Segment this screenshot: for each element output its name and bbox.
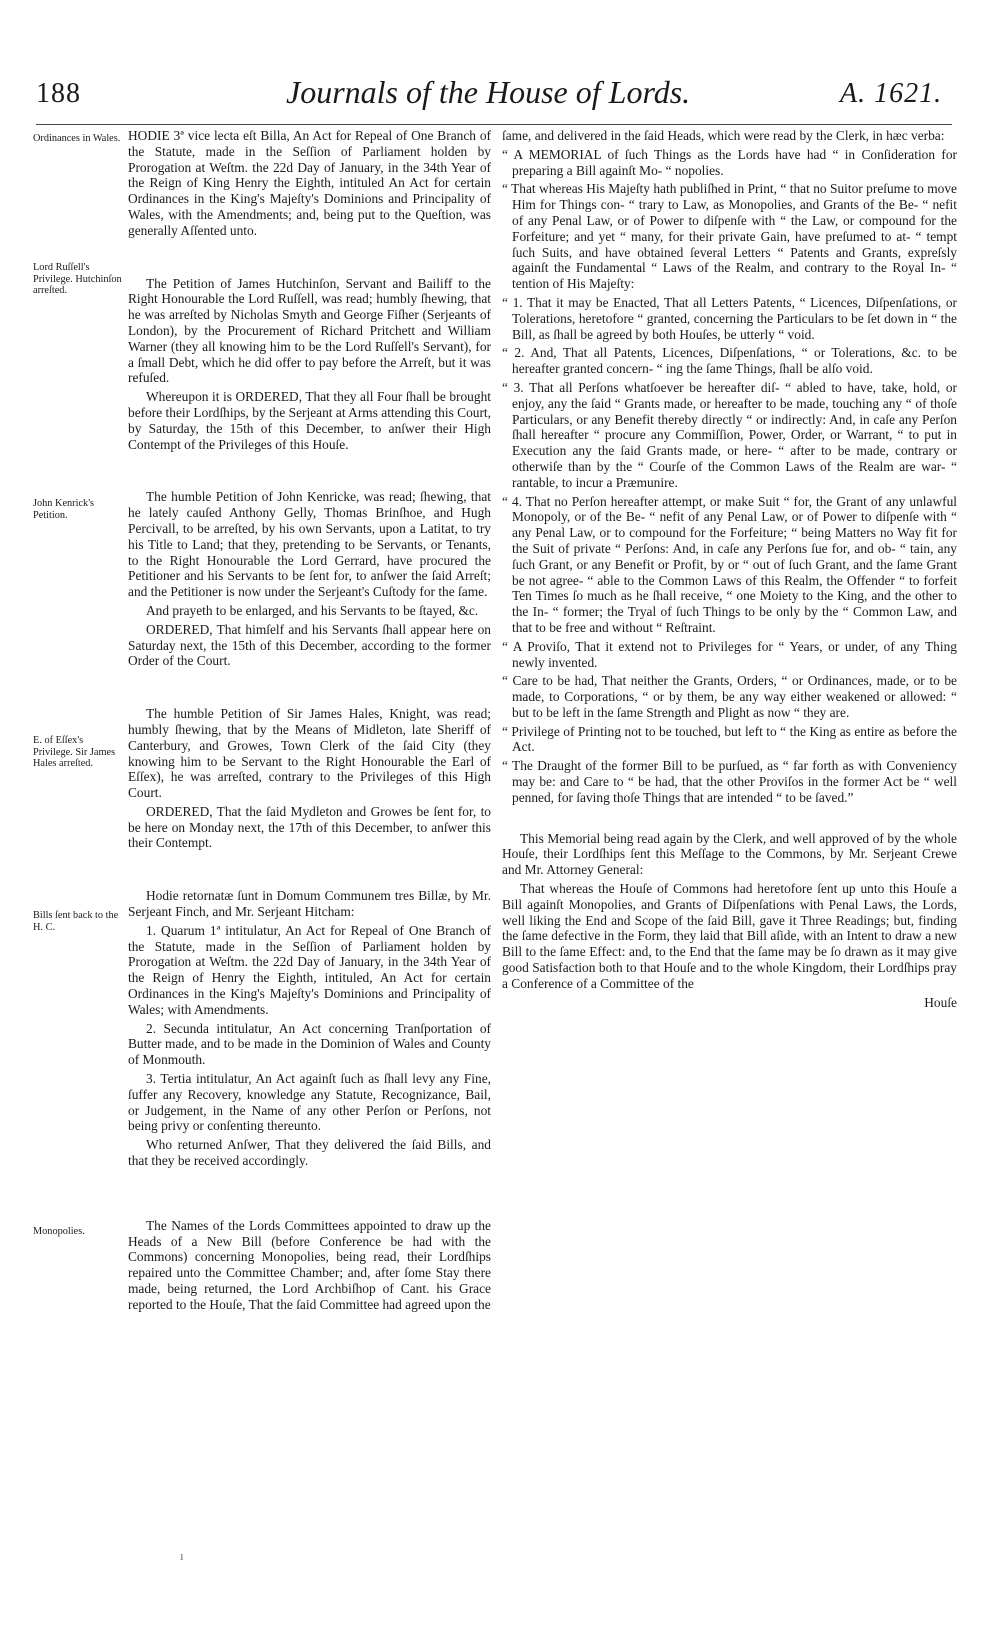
paragraph: 1. Quarum 1ª intitulatur, An Act for Repeal of One Branch of the Statute, made in the Seſſion of Parliament holden by Prorogation at Weſtm. the 22d Day of January, in the 34th Year of the Reign of Henry the Eighth, intituled, An Act for certain Ordinances in the King's Majeſty's Dominions and Principality of Wales; with Amendments.: [128, 922, 491, 1017]
paragraph: ſame, and delivered in the ſaid Heads, which were read by the Clerk, in hæc verba:: [502, 128, 945, 143]
paragraph: This Memorial being read again by the Clerk, and well approved of by the whole Houſe, their Lordſhips ſent this Meſſage to the Commons, by Mr. Serjeant Crewe and Mr. Attorney General:: [502, 830, 957, 878]
page-year: A. 1621.: [840, 78, 943, 109]
stray-mark: ı: [180, 1548, 184, 1563]
header-rule: [36, 124, 952, 125]
paragraph: HODIE 3ª vice lecta eſt Billa, An Act for Repeal of One Branch of the Statute, made in the Seſſion of Parliament holden by Prorogation at Weſtm. the 22d Day of January, in the 34th Year of the Reign of King Henry the Eighth, intituled An Act for certain Ordinances in the King's Majeſty's Dominions and Principality of Wales, with the Amendments; and, being put to the Queſtion, was generally Aſſented unto.: [128, 128, 491, 238]
quoted-paragraph: “ Privilege of Printing not to be touched, but left to “ the King as entire as before the Act.: [502, 723, 957, 755]
paragraph: The Names of the Lords Committees appointed to draw up the Heads of a New Bill (before Conference be had with the Commons) concerning Monopolies, being read, their Lordſhips repaired unto the Committee Chamber; and, after ſome Stay there made, being returned, the Lord Archbiſhop of Cant. his Grace reported to the Houſe, That the ſaid Committee had agreed upon the: [128, 1217, 491, 1312]
quoted-paragraph: “ The Draught of the former Bill to be purſued, as “ far forth as with Conveniency may be: and Care to “ be had, that the other Proviſos in the former Act be “ well penned, for ſaving thoſe Things that are intended “ to be ſaved.”: [502, 758, 957, 805]
page-title: Journals of the House of Lords.: [286, 74, 691, 110]
paragraph: Who returned Anſwer, That they delivered the ſaid Bills, and that they be received accordingly.: [128, 1137, 491, 1169]
margin-note: Monopolies.: [33, 1226, 85, 1237]
left-column: [128, 128, 491, 1316]
quoted-paragraph: “ A Proviſo, That it extend not to Privileges for “ Years, or under, of any Thing newly invented.: [502, 638, 957, 670]
paragraph: 2. Secunda intitulatur, An Act concerning Tranſportation of Butter made, and to be made in the Dominion of Wales and County of Monmouth.: [128, 1020, 491, 1068]
page-number: 188: [36, 78, 81, 109]
quoted-paragraph: “ That whereas His Majeſty hath publiſhed in Print, “ that no Suitor preſume to move Him for Things con- “ trary to Law, as Monopolies, and Grants of the Be- “ nefit of any Penal Law, or of Power to diſpenſe with “ the Law, or compound for the Forfeiture; and yet “ many, for their private Gain, have preſumed to at- “ tempt ſuch Suits, and have obtained ſeveral Letters “ Patents and Grants, expreſsly againſt the Fundamental “ Laws of the Realm, and contrary to the Royal In- “ tention of His Majeſty:: [502, 181, 957, 292]
margin-note: Ordinances in Wales.: [33, 133, 121, 144]
paragraph: ORDERED, That himſelf and his Servants ſhall appear here on Saturday next, the 15th of this December, according to the former Order of the Court.: [128, 621, 491, 669]
catchword: Houſe: [924, 994, 957, 1010]
quoted-paragraph: “ 3. That all Perſons whatſoever be hereafter diſ- “ abled to have, take, hold, or enjoy, any the ſaid “ Grants made, or hereafter to be made, touching any “ of thoſe Particulars, or any Benefit thereby directly “ or indirectly: And, in caſe any Perſon ſhall hereafter “ procure any Commiſſion, Power, Order, or Warrant, “ to put in Execution any the ſaid Grants made, or here- “ after to be made, contrary or otherwiſe than by the “ Courſe of the Common Laws of the Realm are war- “ rantable, to incur a Præmunire.: [502, 379, 957, 490]
right-column: [502, 128, 957, 1013]
margin-note: John Kenrick's Petition.: [33, 498, 95, 521]
margin-note: E. of Eſſex's Privilege. Sir James Hales arreſted.: [33, 735, 116, 769]
paragraph: The humble Petition of John Kenricke, was read; ſhewing, that he lately cauſed Anthony Gelly, Thomas Brinſhoe, and Hugh Percivall, to be arreſted, by his own Servants, upon a Latitat, to try his Title to Land; that they, pretending to be Servants, or Tenants, to the Right Honourable the Lord Gerrard, have procured the Petitioner and his Servants to be ſent for, to anſwer the ſaid Arreſt; and the Petitioner is now under the Serjeant's Cuſtody for the ſame.: [128, 489, 491, 600]
quoted-paragraph: “ Care to be had, That neither the Grants, Orders, “ or Ordinances, made, or to be made, to Corporations, “ or by them, be any way either weakened or allowed: “ but to be left in the ſame Strength and Plight as now “ they are.: [502, 673, 957, 720]
quoted-paragraph: “ 2. And, That all Patents, Licences, Diſpenſations, “ or Tolerations, &c. to be hereafter granted concern- “ ing the ſame Things, ſhall be alſo void.: [502, 345, 957, 377]
margin-note: Bills ſent back to the H. C.: [33, 910, 119, 933]
paragraph: The Petition of James Hutchinſon, Servant and Bailiff to the Right Honourable the Lord Ruſſell, was read; humbly ſhewing, that he was arreſted by Nicholas Smyth and George Fiſher (Serjeants of London), by the Procurement of Richard Pritchett and William Warner (they all knowing him to be the Lord Ruſſell's Servant), for a ſmall Debt, which he did offer to pay before the Arreſt, but it was refuſed.: [128, 275, 491, 386]
paragraph: Hodie retornatæ ſunt in Domum Communem tres Billæ, by Mr. Serjeant Finch, and Mr. Serjeant Hitcham:: [128, 888, 491, 920]
paragraph: 3. Tertia intitulatur, An Act againſt ſuch as ſhall levy any Fine, ſuffer any Recovery, knowledge any Statute, Recognizance, Bail, or Judgement, in the Name of any other Perſon or Perſons, not being privy or conſenting thereunto.: [128, 1071, 491, 1134]
paragraph: ORDERED, That the ſaid Mydleton and Growes be ſent for, to be here on Monday next, the 17th of this December, to anſwer this their Contempt.: [128, 803, 491, 851]
paragraph: And prayeth to be enlarged, and his Servants to be ſtayed, &c.: [146, 602, 479, 618]
quoted-paragraph: “ A MEMORIAL of ſuch Things as the Lords have had “ in Conſideration for preparing a Bill againſt Mo- “ nopolies.: [502, 146, 957, 178]
quoted-paragraph: “ 1. That it may be Enacted, That all Letters Patents, “ Licences, Diſpenſations, or Tolerations, heretofore “ granted, concerning the Particulars to be ſet down in “ the Bill, as ſhall be agreed by both Houſes, be utterly “ void.: [502, 294, 957, 342]
paragraph: The humble Petition of Sir James Hales, Knight, was read; humbly ſhewing, that by the Means of Midleton, late Sheriff of Canterbury, and Growes, Town Clerk of the ſaid City (they knowing him to be Servant to the Right Honourable the Earl of Eſſex), he was arreſted, contrary to the Privileges of this High Court.: [128, 706, 491, 801]
paragraph: That whereas the Houſe of Commons had heretofore ſent up unto this Houſe a Bill againſt Monopolies, and Grants of Diſpenſations with Penal Laws, the Lords, well liking the End and Scope of the ſaid Bill, gave it Three Readings; but, finding the ſame defective in the Form, they laid that Bill aſide, with an Intent to draw a new Bill to the ſame Effect: and, to the End that the ſame may be ſo drawn as it may give good Satisfaction both to that Houſe and to the whole Kingdom, their Lordſhips pray a Conference of a Committee of the: [502, 881, 957, 991]
quoted-paragraph: “ 4. That no Perſon hereafter attempt, or make Suit “ for, the Grant of any unlawful Monopoly, or of the Be- “ nefit of any Penal Law, or of Power to diſpenſe with “ any Penal Law, or to compound for the Forfeiture; “ being Matters no Way fit for the Suit of private “ Perſons: And, in caſe any Perſons ſue for, and ob- “ tain, any ſuch Grant, or any Benefit or Profit, by or “ out of ſuch Grant, and the ſame Grant be not agree- “ able to the Common Laws of this Realm, the Offender “ to forfeit Ten Times ſo much as he ſhall receive, “ one Moiety to the King, and the other to the In- “ former; the Tryal of ſuch Things to be only by the “ Common Law, and that to be free and without “ Reſtraint.: [502, 493, 957, 635]
paragraph: Whereupon it is ORDERED, That they all Four ſhall be brought before their Lordſhips, by the Serjeant at Arms attending this Court, by Saturday, the 15th of this December, to anſwer their High Contempt of the Privileges of this Houſe.: [128, 389, 491, 452]
margin-note: Lord Ruſſell's Privilege. Hutchinſon arreſted.: [33, 262, 122, 296]
